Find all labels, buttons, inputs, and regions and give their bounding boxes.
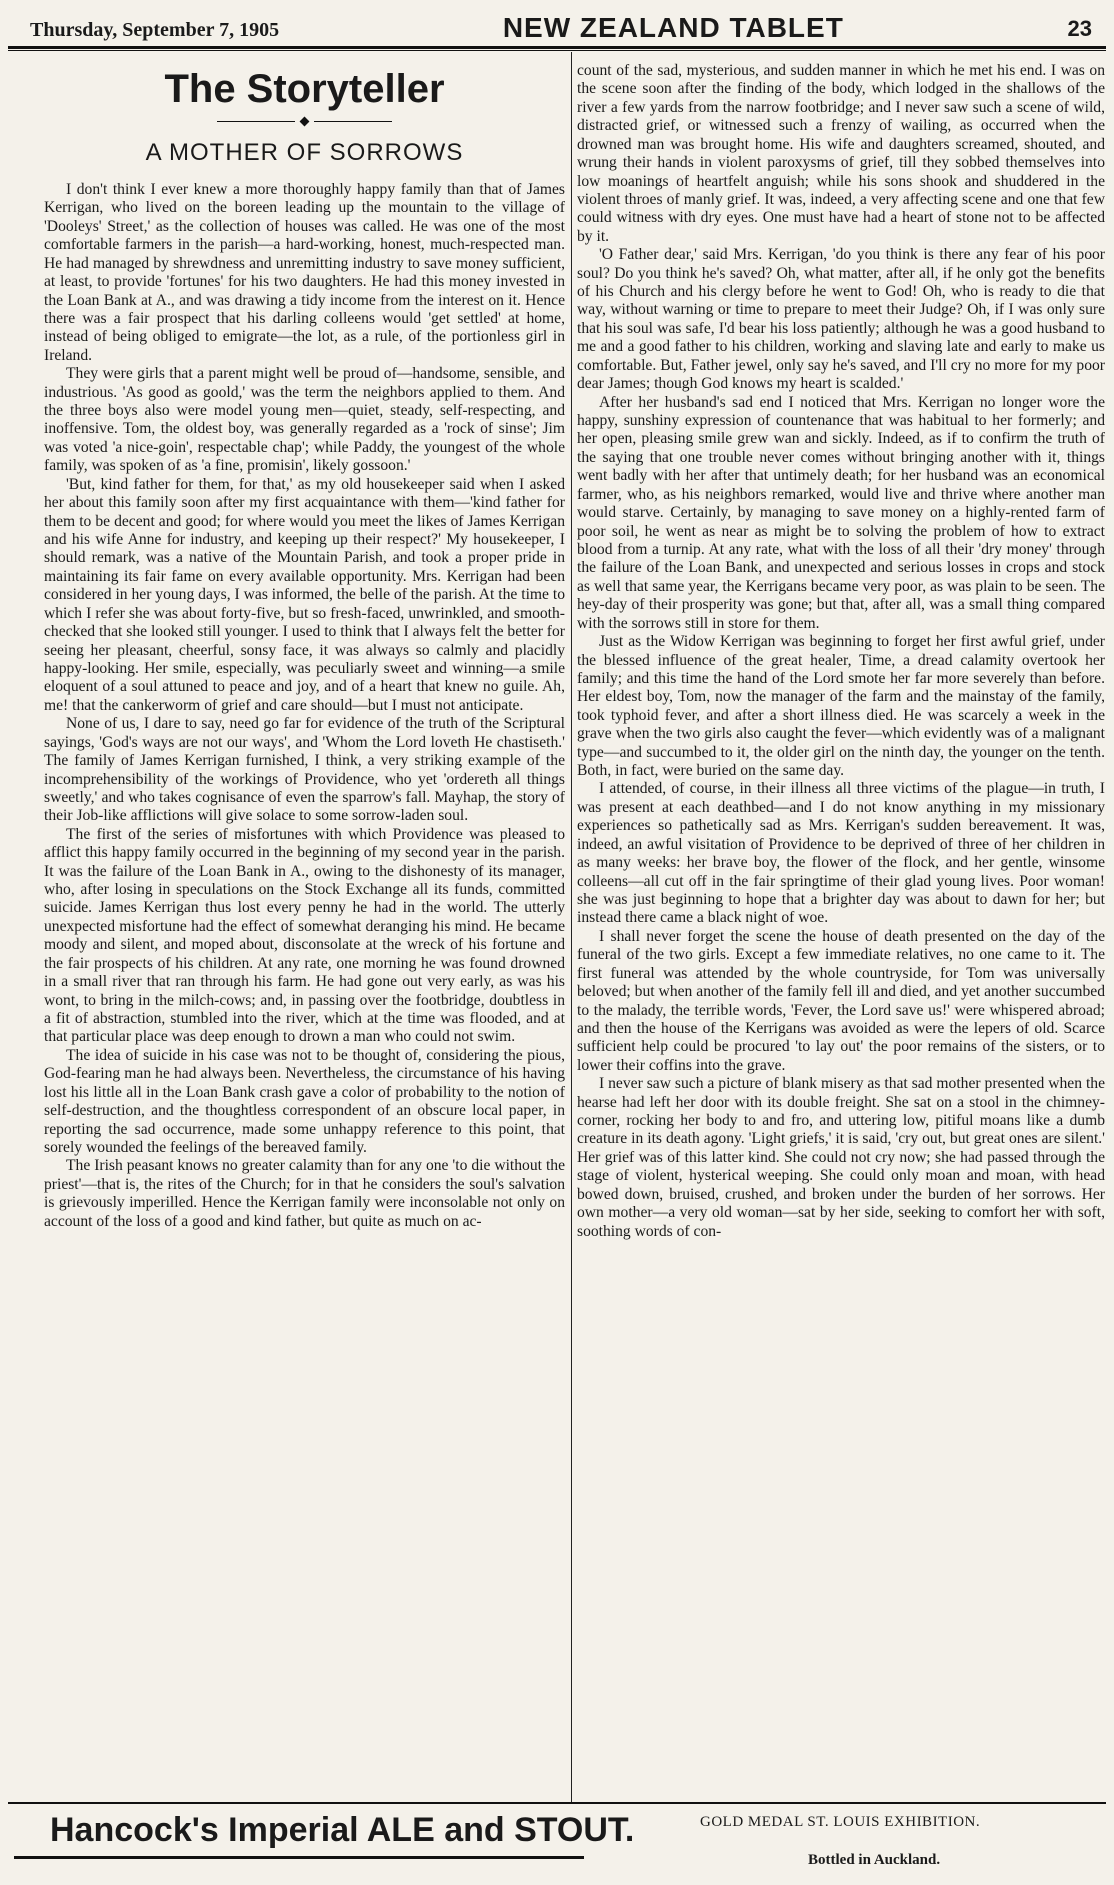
paragraph: 'But, kind father for them, for that,' as my old housekeeper said when I asked her about this family soon after my first acquaintance with them—'kind father for them to be decent and good; for where would you meet the likes of James Kerrigan and his wife Anne for industry, and keeping up their respect?' My housekeeper, I should remark, was a native of the Mountain Parish, and took a proper pride in maintaining its fair fame on every available opportunity. Mrs. Kerrigan had been considered in her young days, I was informed, the belle of the parish. At the time to which I refer she was about forty-five, but so fresh-faced, unwrinkled, and smooth-checked that she looked still younger. I used to think that I always felt the better for seeing her pleasant, cheerful, sonsy face, it was always so calmly and placidly happy-looking. Her smile, especially, was peculiarly sweet and winning—a smile eloquent of a soul attuned to peace and joy, and of a heart that knew no guile. Ah, me! that the cankerworm of grief and care should—but I must not anticipate. [44,475,565,714]
paragraph: None of us, I dare to say, need go far for evidence of the truth of the Scriptural sayings, 'God's ways are not our ways', and 'Whom the Lord loveth He chastiseth.' The family of James Kerrigan furnished, I think, a very striking example of the incomprehensibility of the workings of Providence, who yet 'ordereth all things sweetly,' and who takes cognisance of even the sparrow's fall. Mayhap, the story of their Job-like afflictions will give solace to some sorrow-laden soul. [44,715,565,825]
masthead-date: Thursday, September 7, 1905 [30,19,280,41]
advertisement-underline [14,1856,584,1859]
section-title: The Storyteller [164,67,445,111]
advertisement-headline: Hancock's Imperial ALE and STOUT. [50,1811,635,1849]
paragraph: The first of the series of misfortunes with which Providence was pleased to afflict this happy family occurred in the beginning of my second year in the parish. It was the failure of the Loan Bank in A., owing to the dishonesty of its manager, who, after losing in speculations on the Stock Exchange all its funds, committed suicide. James Kerrigan thus lost every penny he had in the world. The utterly unexpected misfortune had the effect of somewhat deranging his mind. He became moody and silent, and moped about, disconsolate at the wreck of his fortune and the fair prospects of his children. At any rate, one morning he was found drowned in a small river that ran through his farm. He had gone out very early, as was his wont, to bring in the milch-cows; and, in passing over the footbridge, doubtless in a fit of abstraction, stumbled into the river, which at the time was flooded, and at that particular place was deep enough to drown a man who could not swim. [44,825,565,1046]
diamond-icon [300,117,310,127]
story-title: A MOTHER OF SORROWS [145,139,464,166]
masthead-title: NEW ZEALAND TABLET [502,12,844,43]
paragraph: I attended, of course, in their illness all three victims of the plague—in truth, I was present at each deathbed—and I do not know anything in my missionary experiences so pathetically sad as Mrs. Kerrigan's sudden bereavement. It was, indeed, an awful visitation of Providence to be deprived of three of her children in as many weeks: her brave boy, the flower of the flock, and her gentle, winsome colleens—all cut off in the fair springtime of their glad young lives. Poor woman! she was just beginning to hope that a brighter day was about to dawn for her; but instead there came a black night of woe. [577,780,1105,927]
masthead-rule [8,50,1106,51]
left-column [44,56,565,1798]
paragraph: Just as the Widow Kerrigan was beginning to forget her first awful grief, under the blessed influence of the great healer, Time, a dread calamity overtook her family; and this time the hand of the Lord smote her far more severely than before. Her eldest boy, Tom, now the manager of the farm and the mainstay of the family, took typhoid fever, and after a short illness died. He was scarcely a week in the grave when the two girls also caught the fever—which evidently was of a malignant type—and succumbed to it, the older girl on the ninth day, the younger on the tenth. Both, in fact, were buried on the same day. [577,633,1105,780]
right-column [577,62,1105,1804]
paragraph: count of the sad, mysterious, and sudden manner in which he met his end. I was on the scene soon after the finding of the body, which lodged in the shallows of the river a few yards from the narrow footbridge; and I never saw such a scene of wild, distracted grief, or witnessed such a frenzy of wailing, as occurred when the drowned man was brought home. His wife and daughters screamed, shouted, and wrung their hands in violent paroxysms of grief, till they sobbed themselves into low moanings of heartfelt anguish; while his sons shook and shuddered in the violent throes of manly grief. It was, indeed, a very affecting scene and one that few could witness with dry eyes. One must have had a heart of stone not to be affected by it. [577,62,1105,245]
paragraph: 'O Father dear,' said Mrs. Kerrigan, 'do you think is there any fear of his poor soul? Do you think he's saved? Oh, what matter, after all, if he only got the benefits of his Church and his clergy before he went to God! Oh, who is ready to die that way, without warning or time to prepare to meet their Judge? Oh, if I was only sure that his soul was safe, I'd bear his loss patiently; although he was a good husband to me and a good father to his children, working and slaving late and early to make us comfortable. But, Father jewel, only say he's saved, and I'll cry no more for my poor dear James; though God knows my heart is scalded.' [577,246,1105,393]
paragraph: I don't think I ever knew a more thoroughly happy family than that of James Kerrigan, who lived on the boreen leading up the mountain to the village of 'Dooleys' Street,' as the collection of houses was called. He was one of the most comfortable farmers in the parish—a hard-working, honest, much-respected man. He had managed by shrewdness and unremitting industry to save money sufficient, at least, to provide 'fortunes' for his two daughters. He had this money invested in the Loan Bank at A., and was drawing a tidy income from the interest on it. Hence there was a fair prospect that his darling colleens would 'get settled' at home, instead of being obliged to emigrate—the lot, as a rule, of the portionless girl in Ireland. [44,181,565,364]
paragraph: The Irish peasant knows no greater calamity than for any one 'to die without the priest'—that is, the rites of the Church; for in that he considers the soul's salvation is grievously imperilled. Hence the Kerrigan family were inconsolable not only on account of the loss of a good and kind father, but quite as much on ac- [44,1157,565,1230]
paragraph: I never saw such a picture of blank misery as that sad mother presented when the hearse had left her door with its double freight. She sat on a stool in the chimney-corner, rocking her body to and fro, and uttering low, pitiful moans like a dumb creature in its death agony. 'Light griefs,' it is said, 'cry out, but great ones are silent.' Her grief was of this latter kind. She could not cry now; she had passed through the stage of violent, hysterical weeping. She could only moan and moan, with head bowed down, bruised, crushed, and broken under the burden of her sorrows. Her own mother—a very old woman—sat by her side, seeking to comfort her with soft, soothing words of con- [577,1075,1105,1240]
advertisement-award: GOLD MEDAL ST. LOUIS EXHIBITION. [700,1814,981,1830]
paragraph: They were girls that a parent might well be proud of—handsome, sensible, and industrious. 'As good as goold,' was the term the neighbors applied to them. And the three boys also were model young men—quiet, steady, self-respecting, and inoffensive. Tom, the oldest boy, was generally regarded as a 'rock of sinse'; Jim was voted 'a nice-goin', respectable chap'; while Paddy, the youngest of the whole family, was spoken of as 'a fine, promisin', likely gossoon.' [44,365,565,475]
paragraph: I shall never forget the scene the house of death presented on the day of the funeral of the two girls. Except a few immediate relatives, no one came to it. The first funeral was attended by the whole countryside, for Tom was universally beloved; but when another of the family fell ill and died, and yet another succumbed to the malady, the terrible words, 'Fever, the Lord save us!' were whispered abroad; and then the house of the Kerrigans was avoided as were the lepers of old. Scarce sufficient help could be procured 'to lay out' the poor remains of the sisters, or to lower their coffins into the grave. [577,927,1105,1074]
paragraph: After her husband's sad end I noticed that Mrs. Kerrigan no longer wore the happy, sunshiny expression of countenance that was habitual to her formerly; and her open, pleasing smile grew wan and sickly. Indeed, as if to confirm the truth of the saying that one trouble never comes without bringing another with it, things went badly with her after that untimely death; for her husband was an economical farmer, who, as his neighbors remarked, would live and thrive where another man would starve. Certainly, by managing to save money on a highly-rented farm of poor soil, he went as near as might be to solving the problem of how to extract blood from a turnip. At any rate, what with the loss of all their 'dry money' through the failure of the Loan Bank, and unexpected and serious losses in crops and stock as well that same year, the Kerrigans became very poor, as was plain to be seen. The hey-day of their prosperity was gone; but that, after all, was a small thing compared with the sorrows still in store for them. [577,393,1105,632]
advertisement-location: Bottled in Auckland. [808,1852,941,1868]
page-number: 23 [1067,16,1092,41]
column-divider [571,52,572,1802]
paragraph: The idea of suicide in his case was not to be thought of, considering the pious, God-fearing man he had always been. Nevertheless, the circumstance of his having lost his little all in the Loan Bank crash gave a color of probability to the notion of self-destruction, and the thoughtless correspondent of an obscure local paper, in reporting the sad occurrence, made some unhappy reference to this point, that sorely wounded the feelings of the bereaved family. [44,1046,565,1156]
masthead [8,2,1106,49]
title-ornament [44,118,565,125]
footer-rule [8,1802,1106,1804]
